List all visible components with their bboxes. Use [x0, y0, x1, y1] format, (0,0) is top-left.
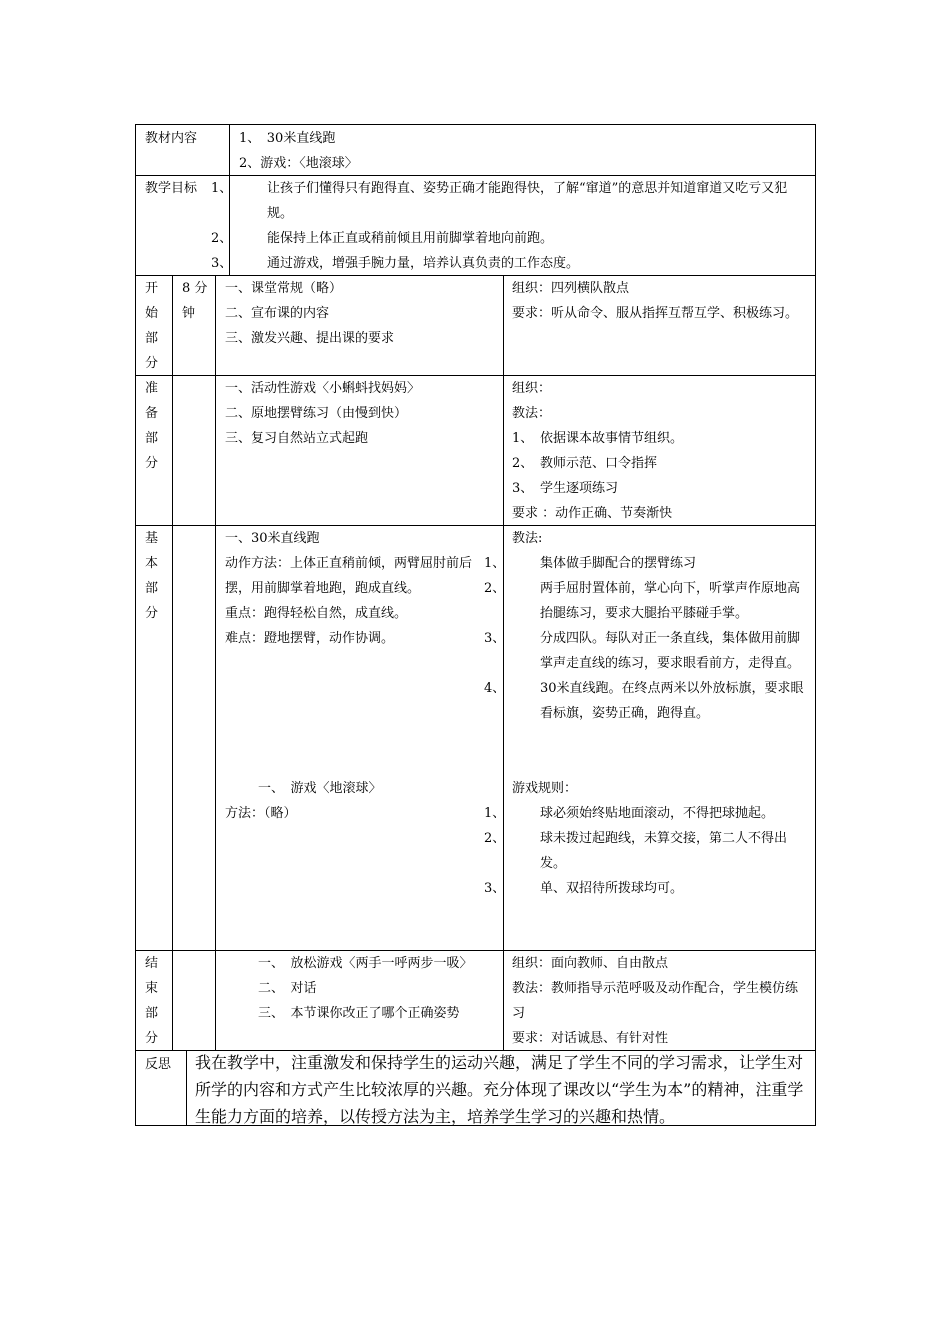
material-label: 教材内容 [145, 131, 198, 146]
prep-content-item: 一、活动性游戏〈小蝌蚪找妈妈〉 [225, 381, 421, 396]
goal-item: 3、 通过游戏，增强手腕力量，培养认真负责的工作态度。 [211, 256, 580, 271]
start-section-time: 8 分 钟 [182, 281, 208, 321]
basic-game-title: 一、 游戏〈地滚球〉 [258, 781, 382, 796]
prep-content-item: 三、复习自然站立式起跑 [225, 431, 369, 446]
prep-section-label: 准 备 部 分 [145, 381, 159, 471]
prep-org-item: 3、 学生逐项练习 [512, 481, 619, 496]
prep-org-item: 1、 依据课本故事情节组织。 [512, 431, 684, 446]
start-section-label: 开 始 部 分 [145, 281, 159, 371]
goals-content [211, 176, 811, 276]
prep-organization [512, 376, 812, 526]
table-border-left [135, 124, 136, 1126]
start-org-line: 要求：听从命令、服从指挥互帮互学、积极练习。 [512, 306, 799, 321]
basic-section-label: 基 本 部 分 [145, 531, 159, 621]
basic-difficulty: 难点：蹬地摆臂，动作协调。 [225, 631, 395, 646]
column-divider [172, 275, 173, 1051]
material-item-1: 1、 30米直线跑 [239, 131, 336, 146]
end-org-line: 教法：教师指导示范呼吸及动作配合，学生模仿练习 [512, 981, 799, 1021]
basic-rule-item: 2、 球未拨过起跑线，未算交接，第二人不得出发。 [484, 831, 788, 871]
start-organization [512, 276, 812, 326]
end-content-item: 三、 本节课你改正了哪个正确姿势 [258, 1006, 460, 1021]
column-divider [503, 275, 504, 1051]
end-organization [512, 951, 809, 1051]
basic-method: 动作方法：上体正直稍前倾，两臂屈肘前后摆，用前脚掌着地跑，跑成直线。 [225, 556, 473, 596]
end-content-item: 二、 对话 [258, 981, 317, 996]
basic-rules-title: 游戏规则： [512, 781, 578, 796]
basic-teach-item: 4、 30米直线跑。在终点两米以外放标旗，要求眼看标旗，姿势正确，跑得直。 [484, 681, 804, 721]
table-border-top [135, 124, 816, 125]
end-org-line: 组织：面向教师、自由散点 [512, 956, 669, 971]
goals-label: 教学目标 [145, 181, 198, 196]
basic-key-point: 重点：跑得轻松自然，成直线。 [225, 606, 408, 621]
goal-item: 1、 让孩子们懂得只有跑得直、姿势正确才能跑得快，了解“窜道”的意思并知道窜道又吃亏又犯规。 [211, 181, 788, 221]
basic-game [225, 776, 497, 826]
end-org-line: 要求：对话诚恳、有针对性 [512, 1031, 669, 1046]
prep-requirement: 要求 ：动作正确、节奏渐快 [512, 506, 673, 521]
basic-game-method: 方法：（略） [225, 806, 297, 821]
table-border-right [815, 124, 816, 1126]
reflection-text: 我在教学中，注重激发和保持学生的运动兴趣，满足了学生不同的学习需求，让学生对所学的内容和方式产生比较浓厚的兴趣。充分体现了课改以“学生为本”的精神，注重学生能力方面的培养，以传授方法为主，培养学生学习的兴趣和热情。 [195, 1053, 804, 1126]
start-org-line: 组织：四列横队散点 [512, 281, 630, 296]
basic-rule-item: 1、 球必须始终贴地面滚动，不得把球抛起。 [484, 806, 775, 821]
column-divider [215, 275, 216, 1051]
basic-teach-item: 2、 两手屈肘置体前，掌心向下，听掌声作原地高抬腿练习，要求大腿抬平膝碰手掌。 [484, 581, 801, 621]
basic-rule-item: 3、 单、双招待所拨球均可。 [484, 881, 684, 896]
material-item-2: 2、游戏：〈地滚球〉 [239, 156, 358, 171]
basic-teaching-methods [484, 526, 809, 726]
start-content-item: 一、课堂常规（略） [225, 281, 343, 296]
prep-org-title: 组织： [512, 381, 552, 396]
prep-content-item: 二、原地摆臂练习（由慢到快） [225, 406, 408, 421]
end-content [225, 951, 500, 1026]
basic-teach-title: 教法: [512, 531, 543, 546]
basic-teach-item: 3、 分成四队。每队对正一条直线，集体做用前脚掌声走直线的练习，要求眼看前方，走得直。 [484, 631, 801, 671]
basic-game-rules [484, 776, 809, 901]
end-section-label: 结 束 部 分 [145, 956, 159, 1046]
start-content-item: 三、激发兴趣、提出课的要求 [225, 331, 395, 346]
end-content-item: 一、 放松游戏〈两手一呼两步一吸〉 [258, 956, 473, 971]
prep-org-title: 教法： [512, 406, 552, 421]
basic-content-title: 一、30米直线跑 [225, 531, 320, 546]
prep-org-item: 2、 教师示范、口令指挥 [512, 456, 658, 471]
reflection-label: 反思 [145, 1057, 172, 1072]
basic-teach-item: 1、 集体做手脚配合的摆臂练习 [484, 556, 697, 571]
column-divider [186, 1050, 187, 1126]
start-content-item: 二、宣布课的内容 [225, 306, 330, 321]
prep-content [225, 376, 500, 451]
start-content [225, 276, 500, 351]
basic-content [225, 526, 497, 651]
goal-item: 2、 能保持上体正直或稍前倾且用前脚掌着地向前跑。 [211, 231, 554, 246]
material-content [239, 126, 809, 176]
